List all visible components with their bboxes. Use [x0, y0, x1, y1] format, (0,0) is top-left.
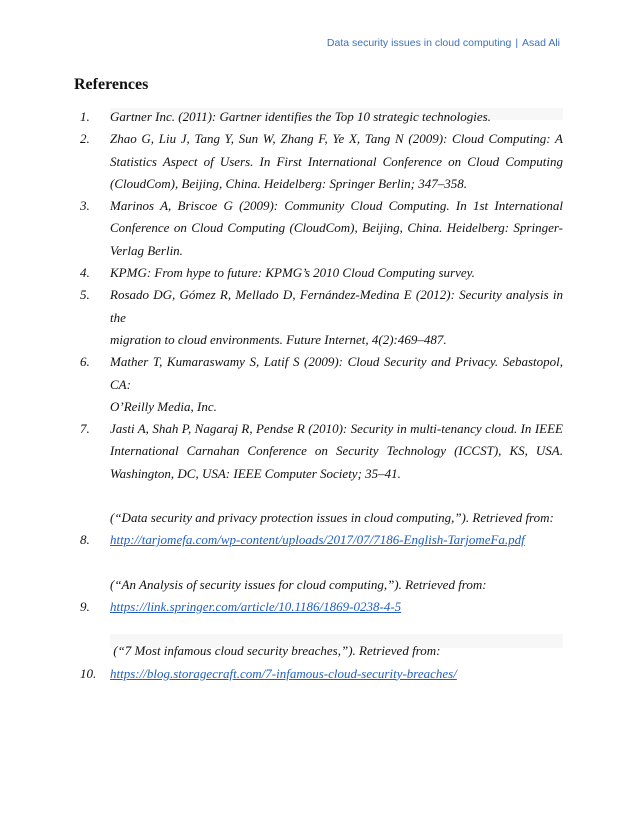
reference-intro: (“An Analysis of security issues for cloud computing,”). Retrieved from: — [110, 576, 487, 592]
spacer — [80, 552, 563, 574]
reference-line: Gartner Inc. (2011): Gartner identifies the Top 10 strategic technologies. — [110, 109, 491, 124]
reference-link[interactable]: https://blog.storagecraft.com/7-infamous-cloud-security-breaches/ — [110, 665, 457, 681]
reference-list — [80, 106, 563, 685]
reference-line: Rosado DG, Gómez R, Mellado D, Fernández-Medina E (2012): Security analysis in the — [110, 287, 563, 325]
reference-item — [80, 106, 563, 128]
reference-link[interactable]: http://tarjomefa.com/wp-content/uploads/2017/07/7186-English-TarjomeFa.pdf — [110, 532, 525, 548]
reference-number: 8. — [80, 532, 90, 548]
reference-item — [80, 284, 563, 351]
reference-link[interactable]: https://link.springer.com/article/10.1186/1869-0238-4-5 — [110, 598, 402, 614]
reference-item — [80, 128, 563, 195]
reference-item — [80, 418, 563, 485]
reference-intro: (“Data security and privacy protection issues in cloud computing,”). Retrieved from: — [110, 510, 554, 526]
header-doc-title: Data security issues in cloud computing — [326, 37, 512, 49]
reference-item — [80, 351, 563, 418]
reference-number: 5. — [80, 287, 90, 303]
spacer — [80, 485, 563, 507]
reference-number: 4. — [80, 265, 90, 281]
reference-line: (CloudCom), Beijing, China. Heidelberg: Springer Berlin; 347–358. — [110, 175, 467, 191]
reference-number: 6. — [80, 354, 90, 370]
header-separator: | — [515, 37, 519, 49]
reference-line: Marinos A, Briscoe G (2009): Community Cloud Computing. In 1st International — [110, 198, 563, 214]
reference-line: migration to cloud environments. Future Internet, 4(2):469–487. — [110, 331, 447, 347]
reference-number: 10. — [80, 665, 97, 681]
reference-number: 2. — [80, 131, 90, 147]
reference-line: Washington, DC, USA: IEEE Computer Society; 35–41. — [110, 465, 401, 481]
reference-number: 7. — [80, 421, 90, 437]
reference-line: KPMG: From hype to future: KPMG’s 2010 Cloud Computing survey. — [110, 265, 475, 281]
spacer — [80, 618, 563, 640]
reference-line: Statistics Aspect of Users. In First International Conference on Cloud Computing — [110, 153, 563, 169]
reference-line: Jasti A, Shah P, Nagaraj R, Pendse R (2010): Security in multi-tenancy cloud. In IEEE — [110, 421, 563, 437]
section-title: References — [74, 76, 149, 93]
reference-item — [80, 195, 563, 262]
header-author: Asad Ali — [522, 37, 560, 49]
reference-line: Verlag Berlin. — [110, 242, 183, 258]
reference-line: International Carnahan Conference on Security Technology (ICCST), KS, USA. — [110, 443, 563, 459]
page-header — [327, 37, 560, 49]
reference-number: 1. — [80, 109, 90, 124]
reference-number: 3. — [80, 198, 90, 214]
reference-line: Conference on Cloud Computing (CloudCom), Beijing, China. Heidelberg: Springer- — [110, 220, 563, 236]
reference-item — [80, 663, 563, 685]
reference-number: 9. — [80, 598, 90, 614]
reference-line: O’Reilly Media, Inc. — [110, 398, 217, 414]
reference-item — [80, 529, 563, 551]
reference-line: Zhao G, Liu J, Tang Y, Sun W, Zhang F, Ye X, Tang N (2009): Cloud Computing: A — [110, 131, 563, 147]
reference-intro: (“7 Most infamous cloud security breaches,”). Retrieved from: — [110, 643, 441, 659]
reference-line: Mather T, Kumaraswamy S, Latif S (2009): Cloud Security and Privacy. Sebastopol, CA: — [110, 354, 563, 392]
reference-item — [80, 262, 563, 284]
reference-item — [80, 596, 563, 618]
